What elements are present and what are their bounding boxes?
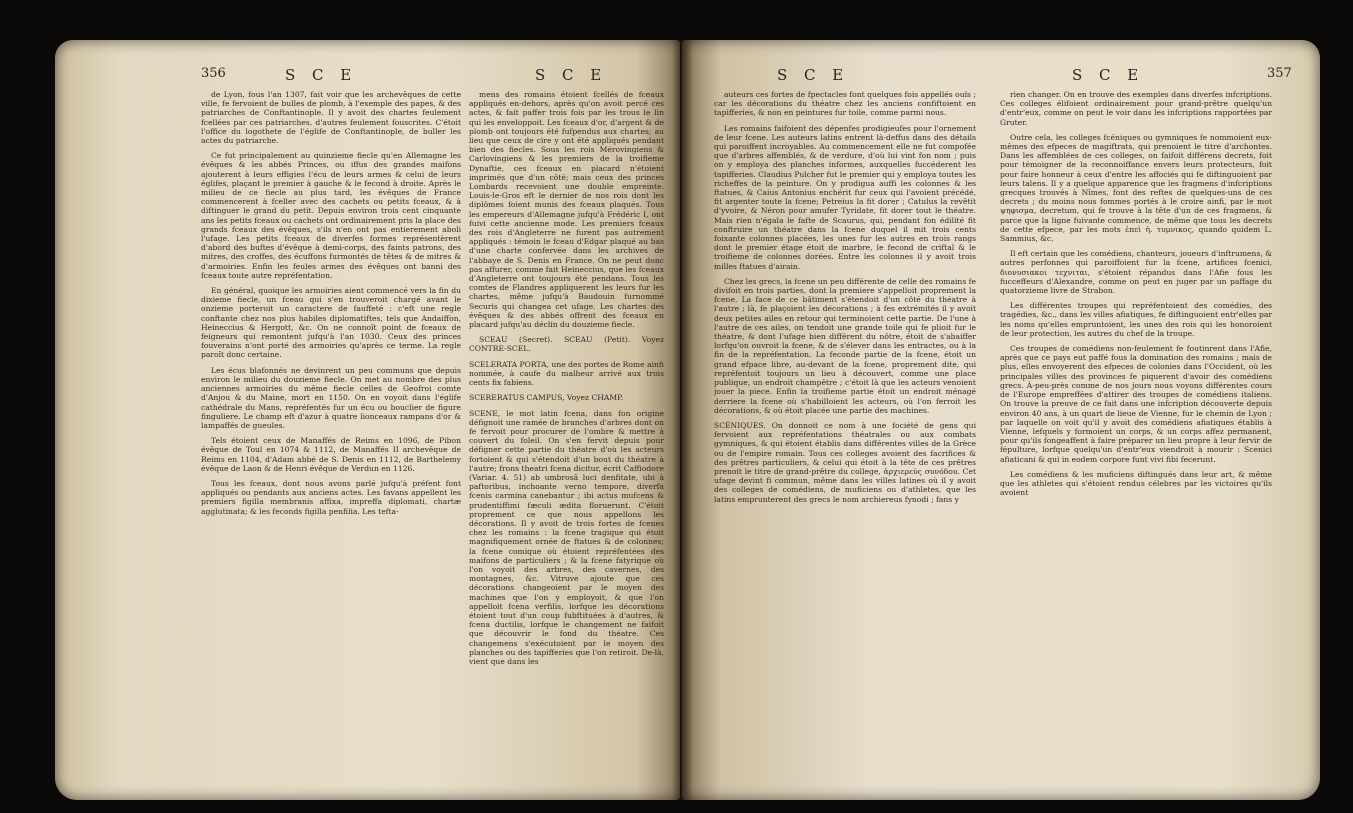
right-page-column-2 [1000, 90, 1272, 780]
right-page [682, 40, 1320, 800]
paragraph: Tels étoient ceux de Manaffés de Reims en 1096, de Pibon évêque de Toul en 1074 & 1112, de Manaffés II archevêque de Reims en 1104, d'Adam abbé de S. Denis en 1112, de Barthelemy évêque de Laon & de Henri évêque de Verdun en 1126. [201, 436, 461, 473]
paragraph: Chez les grecs, la fcene un peu différente de celle des romains fe divifoit en trois parties, dont la premiere s'appelloit proprement la fcene. La face de ce bâtiment s'étendoit d'un côté du théatre à l'autre ; là, fe plaçoient les décorations ; à fes extrémités il y avoit deux petites ailes en retour qui terminoient cette partie. De l'une à l'autre de ces ailes, on tendoit une grande toile qui fe plioit fur le théatre, & dont l'ufage bien différent du nôtre, étoit de s'abaiffer lorfqu'on ouvroit la fcene, & de s'élever dans les entractes, ou à la fin de la repréfentation. La feconde partie de la fcene, étoit un grand efpace libre, au-devant de la fcene, proprement dite, qui repréfentoit toujours un lieu à découvert, comme une place publique, un endroit champêtre ; c'étoit là que les acteurs venoient jouer la piece. Enfin la troifieme partie étoit un endroit ménagé derriere la fcene où s'habilloient les acteurs, où l'on ferroit les décorations, & où étoit placée une partie des machines. [714, 276, 976, 415]
running-head-right-col1: S C E [777, 66, 850, 84]
left-page-column-1 [201, 90, 461, 780]
paragraph: En général, quoique les armoiries aient commencé vers la fin du dixieme fiecle, un fceau qui s'en trouveroit chargé avant le onzieme porteroit un caractere de fauffeté : c'eft une regle conftante chez nos plus habiles diplomatiftes, tels que Andaiffon, Heineccius & Hergott, &c. On ne connoît point de fceaux de feigneurs qui remontent jufqu'à l'an 1030. Ceux des princes fouverains n'ont porté des armoiries qu'après ce terme. La regle paroît donc certaine. [201, 286, 461, 360]
paragraph: Les différentes troupes qui repréfentoient des comédies, des tragédies, &c., dans les villes afiatiques, fe diftinguoient entr'elles par les noms qu'elles empruntoient, les unes des rois qui les honoroient de leur protection, les autres du chef de la troupe. [1000, 301, 1272, 338]
dictionary-entry: SCELERATA PORTA, une des portes de Rome ainfi nommée, à caufe du malheur arrivé aux trois cents fix fabiens. [469, 359, 664, 388]
page-number-left: 356 [201, 66, 226, 81]
right-page-column-1 [714, 90, 976, 780]
paragraph: mens des romains étoient fcellés de fceaux appliqués en-dehors, après qu'on avoit percé ces actes, & fait paffer trois fois par les trous le lin qui les enveloppoit. Les fceaux d'or, d'argent & de plomb ont toujours été fufpendus aux chartes; au lieu que ceux de cire y ont été appliqués pendant bien des fiecles. Sous les rois Mérovingiens & Carlovingiens & les premiers de la troifieme Dynaftie, ces fceaux en placard n'étoient imprimés que d'un côté; mais ceux des princes Lombards recevoient une double empreinte. Louis-le-Gros eft le dernier de nos rois dont les diplômes foient munis des fceaux plaqués. Tous les empereurs d'Allemagne jufqu'à Frédéric I, ont fuivi cette ancienne mode. Les premiers fceaux des rois d'Angleterre ne furent pas autrement appliqués : témoin le fceau d'Edgar plaqué au bas d'une charte confervée dans les archives de l'abbaye de S. Denis en France. On ne peut donc pas affurer, comme fait Heineccius, que les fceaux d'Angleterre ont toujours été pendans. Tous les comtes de Flandres appliquerent les leurs fur les chartes, même jufqu'à Baudouin furnommé Securis qui changea cet ufage. Les chartes des évêques & des abbés offrent des fceaux en placard jufqu'au déclin du douzieme fiecle. [469, 90, 664, 330]
running-head-left: S C E [285, 66, 358, 84]
dictionary-entry: SCENE, le mot latin fcena, dans fon origine défignoit une ramée de branches d'arbres dont on fe fervoit pour procurer de l'ombre & mettre à couvert du foleil. On s'en fervit depuis pour défigner cette partie du théatre d'où les acteurs fortoient & qui s'étendoit d'un bout du théatre à l'autre; frons theatri fcena dicitur, écrit Caffiodore (Variar. 4. 51) ab umbrosâ luci denfitate, ubi à paftoribus, inchoante verno tempore, diverfa fcenis carmina canebantur ; ibi actus mufcens & prudentiffimi fæculi ædita floruerunt. C'étoit proprement ce que nous appellons les décorations. Il y avoit de trois fortes de fcenes chez les romains : la fcene tragique qui étoit magnifiquement ornée de ftatues & de colonnes; la fcene comique où étoient repréfentées des maifons de particuliers ; & la fcene fatyrique où l'on voyoit des arbres, des cavernes, des montagnes, &c. Vitruve ajoute que ces décorations changeoient par le moyen des machines que l'on y employoit, & que l'on appelloit fcena verfilis, lorfque les décorations étoient tout d'un coup fubftituées à d'autres, & fcena ductilis, lorfque le changement ne faifoit que découvrir le fond du théatre. Ces changemens s'exécutoient par le moyen des planches ou des tapifferies que l'on retiroit. De-là, vient que dans les [469, 408, 664, 666]
paragraph: auteurs ces fortes de fpectacles font quelques fois appellés ouïs ; car les décorations du théatre chez les anciens confiftoient en tapifferies, & non en peintures fur toile, comme parmi nous. [714, 90, 976, 118]
cross-reference-entry: SCEAU (Secret). SCEAU (Petit). Voyez CONTRE-SCEL. [469, 335, 664, 354]
left-page-column-2 [469, 90, 664, 780]
running-head-right: S C E [1072, 66, 1145, 84]
open-book [55, 40, 1320, 800]
paragraph: de Lyon, fous l'an 1307, fait voir que les archevêques de cette ville, fe fervoient de bulles de plomb, à l'exemple des papes, & des patriarches de Conftantinople. Il y avoit des chartes feulement fcellées par ces patriarches, d'autres feulement fouscrites. C'étoit l'office du logothete de l'églife de Conftantinople, de buller les actes du patriarche. [201, 90, 461, 146]
paragraph: Outre cela, les colleges fcéniques ou gymniques fe nommoient eux-mêmes des efpeces de magiftrats, qui prenoient le titre d'archontes. Dans les affemblées de ces colleges, on faifoit différens decrets, foit pour témoigner de la reconnoiffance envers leurs protecteurs, foit pour faire honneur à ceux d'entre les affociés qui fe diftinguoient par leurs talens. Il y a quelque apparence que les fragmens d'infcriptions grecques trouvés à Nîmes, font des reftes de quelques-uns de ces decrets ; du moins nous fommes portés à le croire ainfi, par le mot ψηφισμα, decretum, qui fe trouve à la tête d'un de ces fragmens, & parce que la ligne fuivante commence, de même que tous les decrets de cette efpece, par les mots ἐπεὶ ἡ. τυμνικος, quando quidem L. Sammius, &c. [1000, 132, 1272, 244]
paragraph: Ces troupes de comédiens non-feulement fe foutinrent dans l'Afie, après que ce pays eut paffé fous la domination des romains ; mais de plus, elles envoyerent des efpeces de colonies dans l'Occident, où les principales villes des provinces fe piquerent d'avoir des comédiens grecs. À-peu-près comme de nos jours nous voyons différentes cours de l'Europe empreffées d'attirer des troupes de comédiens italiens. On trouve la preuve de ce fait dans une infcription découverte depuis environ 40 ans, à un quart de lieue de Vienne, fur le chemin de Lyon ; par laquelle on voit qu'il y avoit des comédiens afiatiques établis à Vienne, lefquels y formoient un corps, & un corps affez permanent, pour qu'ils fongeaffent à faire préparer un lieu propre à leur fervir de fépulture, lorfque quelqu'un d'entr'eux viendroit à mourir : Scenici afiaticani & qui in eodem corpore funt vivi fibi fecerunt. [1000, 344, 1272, 464]
left-page [55, 40, 680, 800]
dictionary-entry: SCERERATUS CAMPUS, Voyez CHAMP. [469, 393, 624, 403]
paragraph: Les romains faifoient des dépenfes prodigieufes pour l'ornement de leur fcene. Les auteurs latins entrent là-deffus dans des détails qui paroiffent incroyables. Au commencement elle ne fut compofée que d'arbres affemblés, & de verdure, d'où lui vint fon nom ; puis on y employa des planches informes, auxquelles fuccéderent les tapifferies. Claudius Pulcher fut le premier qui y employa toutes les richeffes de la peinture. On y prodigua auffi les colonnes & les ftatues, & Caius Antonius enchérit fur ceux qui l'avoient précédé, fit argenter toute la fcene; Petreius la fit dorer ; Catulus la revêtit d'yvoire, & Néron pour amufer Tyridate, fit dorer tout le théatre. Mais rien n'égala le fafte de Scaurus, qui, pendant fon édilité fit conftruire un théatre dans la fcene duquel il mit trois cents foixante colonnes placées, les unes fur les autres en trois rangs dont le premier étage étoit de marbre, le fecond de criftal & le troifieme de colonnes dorées. Entre les colonnes il y avoit trois milles ftatues d'airain. [714, 123, 976, 271]
dictionary-entry: SCÉNIQUES. On donnoit ce nom à une fociété de gens qui fervoient aux repréfentations théatrales ou aux combats gymniques, & qui étoient établis dans différentes villes de la Grèce ou de l'empire romain. Tous ces colleges avoient des facrifices & des prêtres particuliers, & celui qui étoit à la tête de ces prêtres prenoit le titre de grand-prêtre du college, ἀρχιερεὺς συνόδου. Cet ufage devint fi commun, même dans les villes latines où il y avoit des colleges de comédiens, de muficiens ou d'athletes, que les latins emprunterent des grecs le nom archiereus fynodi ; fans y [714, 420, 976, 504]
paragraph: rien changer. On en trouve des exemples dans diverfes infcriptions. Ces colleges élifoient ordinairement pour grand-prêtre quelqu'un d'entr'eux, comme on peut le voir dans les infcriptions rapportées par Gruter. [1000, 90, 1272, 127]
paragraph: Les écus blafonnés ne devinrent un peu communs que depuis environ le milieu du douzieme fiecle. On met au nombre des plus anciennes armoiries du même fiecle celles de Geofroi comte d'Anjou & du Maine, mort en 1150. On en voyoit dans l'églife cathédrale du Mans, repréfentés fur un écu ou bouclier de figure finguliere. Le champ eft d'azur à quatre lionceaux rampans d'or & lampaffés de gueules. [201, 365, 461, 430]
paragraph: Les comédiens & les muficiens diftingués dans leur art, & même que les athletes qui s'étoient rendus célebres par les victoires qu'ils avoient [1000, 469, 1272, 498]
paragraph: Ce fut principalement au quinzieme fiecle qu'en Allemagne les évêques & les abbés Princes, ou iffus des grandes maifons ajouterent à leurs effigies l'écu de leurs armes & celui de leurs églifes, plaçant le premier à gauche & le fecond à droite. Après le milieu de ce fiecle au plus tard, les évêques de France commencerent à fceller avec des cachets ou petits fceaux, & à diftinguer le grand du petit. Depuis environ trois cent cinquante ans les petits fceaux ou cachets ont ordinairement pris la place des grands fceaux des évêques, s'ils n'en ont pas entierement aboli l'ufage. Les petits fceaux de diverfes formes représentèrent d'abord des buftes d'évêque à demi-corps, des faints patrons, des mitres, des croffes, des écuffons furmontés de têtes & de mitres & d'armoiries. Enfin les feules armes des évêques ont banni des fceaux toute autre repréfentation. [201, 151, 461, 280]
paragraph: Tous les fceaux, dont nous avons parlé jufqu'à préfent font appliqués ou pendants aux anciens actes. Les favans appellent les premiers figilla membranis affixa, impreffa diplomati, chartæ agglutinata; & les feconds figilla penfilia. Les tefta- [201, 478, 461, 516]
running-head-left-col2: S C E [535, 66, 608, 84]
book-gutter [673, 40, 693, 800]
page-number-right: 357 [1267, 66, 1292, 81]
paragraph: Il eft certain que les comédiens, chanteurs, joueurs d'inftrumens, & autres perfonnes qui paroiffoient fur la fcene, artifices fcenici, διονυσιακοι τεχνιται, s'étoient répandus dans l'Afie fous les fucceffeurs d'Alexandre, comme on peut en juger par un paffage du quatorzieme livre de Strabon. [1000, 249, 1272, 296]
